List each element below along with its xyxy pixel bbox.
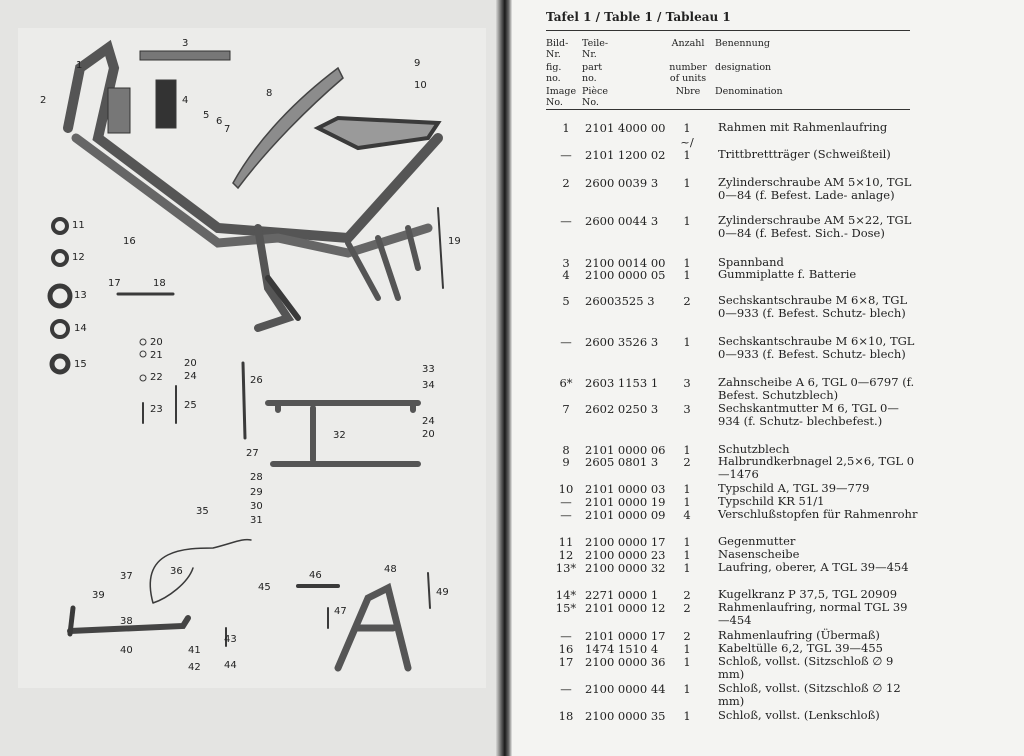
row-qty: 1 (683, 682, 691, 696)
header-fig-line: fig. (546, 62, 562, 73)
diagram-label: 39 (92, 590, 105, 601)
diagram-label: 38 (120, 616, 133, 627)
book-gutter (496, 0, 512, 756)
diagram-label: 40 (120, 645, 133, 656)
header-fig-line: Nr. (546, 49, 561, 60)
row-qty: 1 (683, 482, 691, 496)
row-qty: 2 (683, 588, 691, 602)
diagram-label: 14 (74, 323, 87, 334)
row-fig: 6* (559, 376, 573, 390)
row-desc: Schloß, vollst. (Sitzschloß ∅ 9 mm) (718, 654, 894, 681)
row-fig: 17 (558, 655, 574, 669)
row-fig: — (560, 148, 572, 162)
row-desc: Schutzblech (718, 442, 790, 456)
diagram-label: 28 (250, 472, 263, 483)
row-qty: 1 (683, 495, 691, 509)
row-part: 2602 0250 3 (585, 402, 659, 416)
diagram-label: 48 (384, 564, 397, 575)
diagram-label: 4 (182, 95, 189, 106)
diagram-label: 20 (184, 358, 197, 369)
row-desc: Halbrundkerbnagel 2,5×6, TGL 0—1476 (718, 454, 915, 481)
diagram-label: 46 (309, 570, 322, 581)
table-title: Tafel 1 / Table 1 / Tableau 1 (546, 10, 731, 24)
row-qty: 1 (683, 214, 691, 228)
row-fig: 10 (558, 482, 574, 496)
row-qty: 1 (683, 335, 691, 349)
diagram-label: 2 (40, 95, 47, 106)
row-qty: 2 (683, 629, 691, 643)
row-part: 2603 1153 1 (585, 376, 659, 390)
row-part: 2101 0000 19 (585, 495, 666, 509)
frame-drawing (18, 28, 486, 688)
row-fig: — (560, 508, 572, 522)
diagram-label: 9 (414, 58, 421, 69)
row-part: 2271 0000 1 (585, 588, 659, 602)
row-part: 2100 0014 00 (585, 256, 666, 270)
diagram-page (0, 0, 500, 756)
row-part: 2101 0000 03 (585, 482, 666, 496)
header-qty-line: Anzahl (671, 38, 705, 49)
row-qty: 1 (683, 535, 691, 549)
diagram-label: 44 (224, 660, 237, 671)
row-fig: 18 (558, 709, 574, 723)
row-fig: — (560, 682, 572, 696)
header-part (582, 38, 608, 108)
diagram-label: 17 (108, 278, 121, 289)
row-desc: Gummiplatte f. Batterie (718, 267, 857, 281)
row-desc: Rahmenlaufring, normal TGL 39—454 (718, 600, 908, 627)
diagram-label: 3 (182, 38, 189, 49)
header-fig-line: No. (546, 97, 563, 108)
diagram-label: 16 (123, 236, 136, 247)
row-part: 2100 0000 23 (585, 548, 666, 562)
diagram-label: 5 (203, 110, 210, 121)
header-part-line: part (582, 62, 603, 73)
row-qty: 1 (683, 548, 691, 562)
header-fig-line: Bild- (546, 38, 569, 49)
row-fig: 14* (555, 588, 577, 602)
row-qty: 1 (683, 443, 691, 457)
row-desc: Zylinderschraube AM 5×22, TGL 0—84 (f. Befest. Sich.- Dose) (718, 213, 912, 240)
row-fig: 15* (555, 601, 577, 615)
row-part: 2101 0000 09 (585, 508, 666, 522)
row-fig: 5 (562, 294, 570, 308)
row-desc: Sechskantmutter M 6, TGL 0—934 (f. Schutz- blechbefest.) (718, 401, 899, 428)
row-qty: 1 (683, 561, 691, 575)
header-fig-line: no. (546, 73, 561, 84)
row-desc: Rahmenlaufring (Übermaß) (718, 628, 880, 642)
header-part-line: no. (582, 73, 597, 84)
row-qty: 1 ~/ (680, 121, 694, 149)
row-desc: Zylinderschraube AM 5×10, TGL 0—84 (f. Befest. Lade- anlage) (718, 175, 912, 202)
row-fig: — (560, 214, 572, 228)
row-part: 2101 1200 02 (585, 148, 666, 162)
row-fig: 4 (562, 268, 570, 282)
row-fig: — (560, 629, 572, 643)
row-part: 2100 0000 44 (585, 682, 666, 696)
row-desc: Nasenscheibe (718, 547, 800, 561)
diagram-label: 36 (170, 566, 183, 577)
row-part: 2100 0000 35 (585, 709, 666, 723)
diagram-label: 23 (150, 404, 163, 415)
diagram-label: 7 (224, 124, 231, 135)
row-part: 2100 0000 17 (585, 535, 666, 549)
row-desc: Gegenmutter (718, 534, 796, 548)
row-desc: Kabeltülle 6,2, TGL 39—455 (718, 641, 883, 655)
diagram-label: 24 (422, 416, 435, 427)
diagram-label: 1 (76, 60, 83, 71)
diagram-label: 33 (422, 364, 435, 375)
row-part: 2100 0000 05 (585, 268, 666, 282)
diagram-label: 22 (150, 372, 163, 383)
diagram-label: 20 (422, 429, 435, 440)
header-part-line: No. (582, 97, 599, 108)
diagram-label: 32 (333, 430, 346, 441)
row-desc: Laufring, oberer, A TGL 39—454 (718, 560, 909, 574)
row-fig: 13* (555, 561, 577, 575)
row-qty: 3 (683, 376, 691, 390)
header-qty-line: of units (669, 73, 707, 84)
row-qty: 1 (683, 176, 691, 190)
row-part: 2600 0039 3 (585, 176, 659, 190)
diagram-label: 34 (422, 380, 435, 391)
exploded-parts-diagram (18, 28, 486, 688)
header-qty (660, 38, 716, 97)
diagram-label: 10 (414, 80, 427, 91)
row-qty: 2 (683, 455, 691, 469)
row-desc: Sechskantschraube M 6×8, TGL 0—933 (f. Befest. Schutz- blech) (718, 293, 908, 320)
row-part: 2101 0000 12 (585, 601, 666, 615)
row-desc: Rahmen mit Rahmenlaufring (718, 120, 888, 134)
diagram-label: 49 (436, 587, 449, 598)
diagram-label: 8 (266, 88, 273, 99)
header-desc-line: Denomination (715, 86, 783, 97)
diagram-label: 43 (224, 634, 237, 645)
diagram-label: 24 (184, 371, 197, 382)
header-qty-line: number (669, 62, 707, 73)
row-desc: Sechskantschraube M 6×10, TGL 0—933 (f. Befest. Schutz- blech) (718, 334, 915, 361)
diagram-label: 20 (150, 337, 163, 348)
row-part: 2600 0044 3 (585, 214, 659, 228)
row-desc: Zahnscheibe A 6, TGL 0—6797 (f. Befest. Schutzblech) (718, 375, 915, 402)
row-fig: 7 (562, 402, 570, 416)
row-part: 2101 0000 06 (585, 443, 666, 457)
row-fig: 11 (558, 535, 574, 549)
row-desc: Trittbrettträger (Schweißteil) (718, 147, 891, 161)
row-qty: 2 (683, 294, 691, 308)
diagram-label: 30 (250, 501, 263, 512)
row-fig: 16 (558, 642, 574, 656)
header-desc-line: Benennung (715, 38, 770, 49)
row-part: 2101 0000 17 (585, 629, 666, 643)
header-part-line: Nr. (582, 49, 597, 60)
header-fig-line: Image (546, 86, 577, 97)
row-desc: Typschild A, TGL 39—779 (718, 481, 870, 495)
diagram-label: 19 (448, 236, 461, 247)
diagram-label: 47 (334, 606, 347, 617)
header-fig (546, 38, 576, 108)
diagram-label: 31 (250, 515, 263, 526)
header-desc-line: designation (715, 62, 772, 73)
row-fig: 9 (562, 455, 570, 469)
row-part: 2100 0000 36 (585, 655, 666, 669)
header-top-rule (546, 30, 910, 31)
diagram-label: 21 (150, 350, 163, 361)
diagram-label: 6 (216, 116, 223, 127)
diagram-label: 35 (196, 506, 209, 517)
diagram-label: 41 (188, 645, 201, 656)
header-part-line: Pièce (582, 86, 608, 97)
diagram-label: 15 (74, 359, 87, 370)
row-part: 2605 0801 3 (585, 455, 659, 469)
row-part: 2100 0000 32 (585, 561, 666, 575)
row-qty: 1 (683, 655, 691, 669)
row-desc: Schloß, vollst. (Sitzschloß ∅ 12 mm) (718, 681, 901, 708)
row-fig: — (560, 335, 572, 349)
diagram-label: 12 (72, 252, 85, 263)
row-desc: Kugelkranz P 37,5, TGL 20909 (718, 587, 898, 601)
diagram-label: 42 (188, 662, 201, 673)
diagram-label: 11 (72, 220, 85, 231)
row-qty: 1 (683, 709, 691, 723)
diagram-label: 18 (153, 278, 166, 289)
row-qty: 1 (683, 256, 691, 270)
row-part: 26003525 3 (585, 294, 655, 308)
diagram-label: 26 (250, 375, 263, 386)
row-desc: Typschild KR 51/1 (718, 494, 825, 508)
row-fig: — (560, 495, 572, 509)
row-fig: 1 (562, 121, 570, 135)
row-qty: 2 (683, 601, 691, 615)
row-qty: 3 (683, 402, 691, 416)
diagram-label: 25 (184, 400, 197, 411)
parts-table-page (512, 0, 1024, 756)
diagram-label: 37 (120, 571, 133, 582)
row-fig: 3 (562, 256, 570, 270)
row-part: 2101 4000 00 (585, 121, 666, 135)
diagram-label: 29 (250, 487, 263, 498)
row-desc: Schloß, vollst. (Lenkschloß) (718, 708, 880, 722)
header-qty-line: Nbre (675, 86, 701, 97)
row-part: 1474 1510 4 (585, 642, 659, 656)
row-desc: Verschlußstopfen für Rahmenrohr (718, 507, 918, 521)
header-bottom-rule (546, 109, 910, 110)
diagram-label: 45 (258, 582, 271, 593)
row-fig: 8 (562, 443, 570, 457)
diagram-label: 13 (74, 290, 87, 301)
row-fig: 12 (558, 548, 574, 562)
row-part: 2600 3526 3 (585, 335, 659, 349)
row-fig: 2 (562, 176, 570, 190)
row-qty: 4 (683, 508, 691, 522)
row-qty: 1 (683, 642, 691, 656)
row-qty: 1 (683, 148, 691, 162)
header-desc (715, 38, 783, 97)
diagram-label: 27 (246, 448, 259, 459)
header-part-line: Teile- (582, 38, 609, 49)
row-qty: 1 (683, 268, 691, 282)
row-desc: Spannband (718, 255, 784, 269)
